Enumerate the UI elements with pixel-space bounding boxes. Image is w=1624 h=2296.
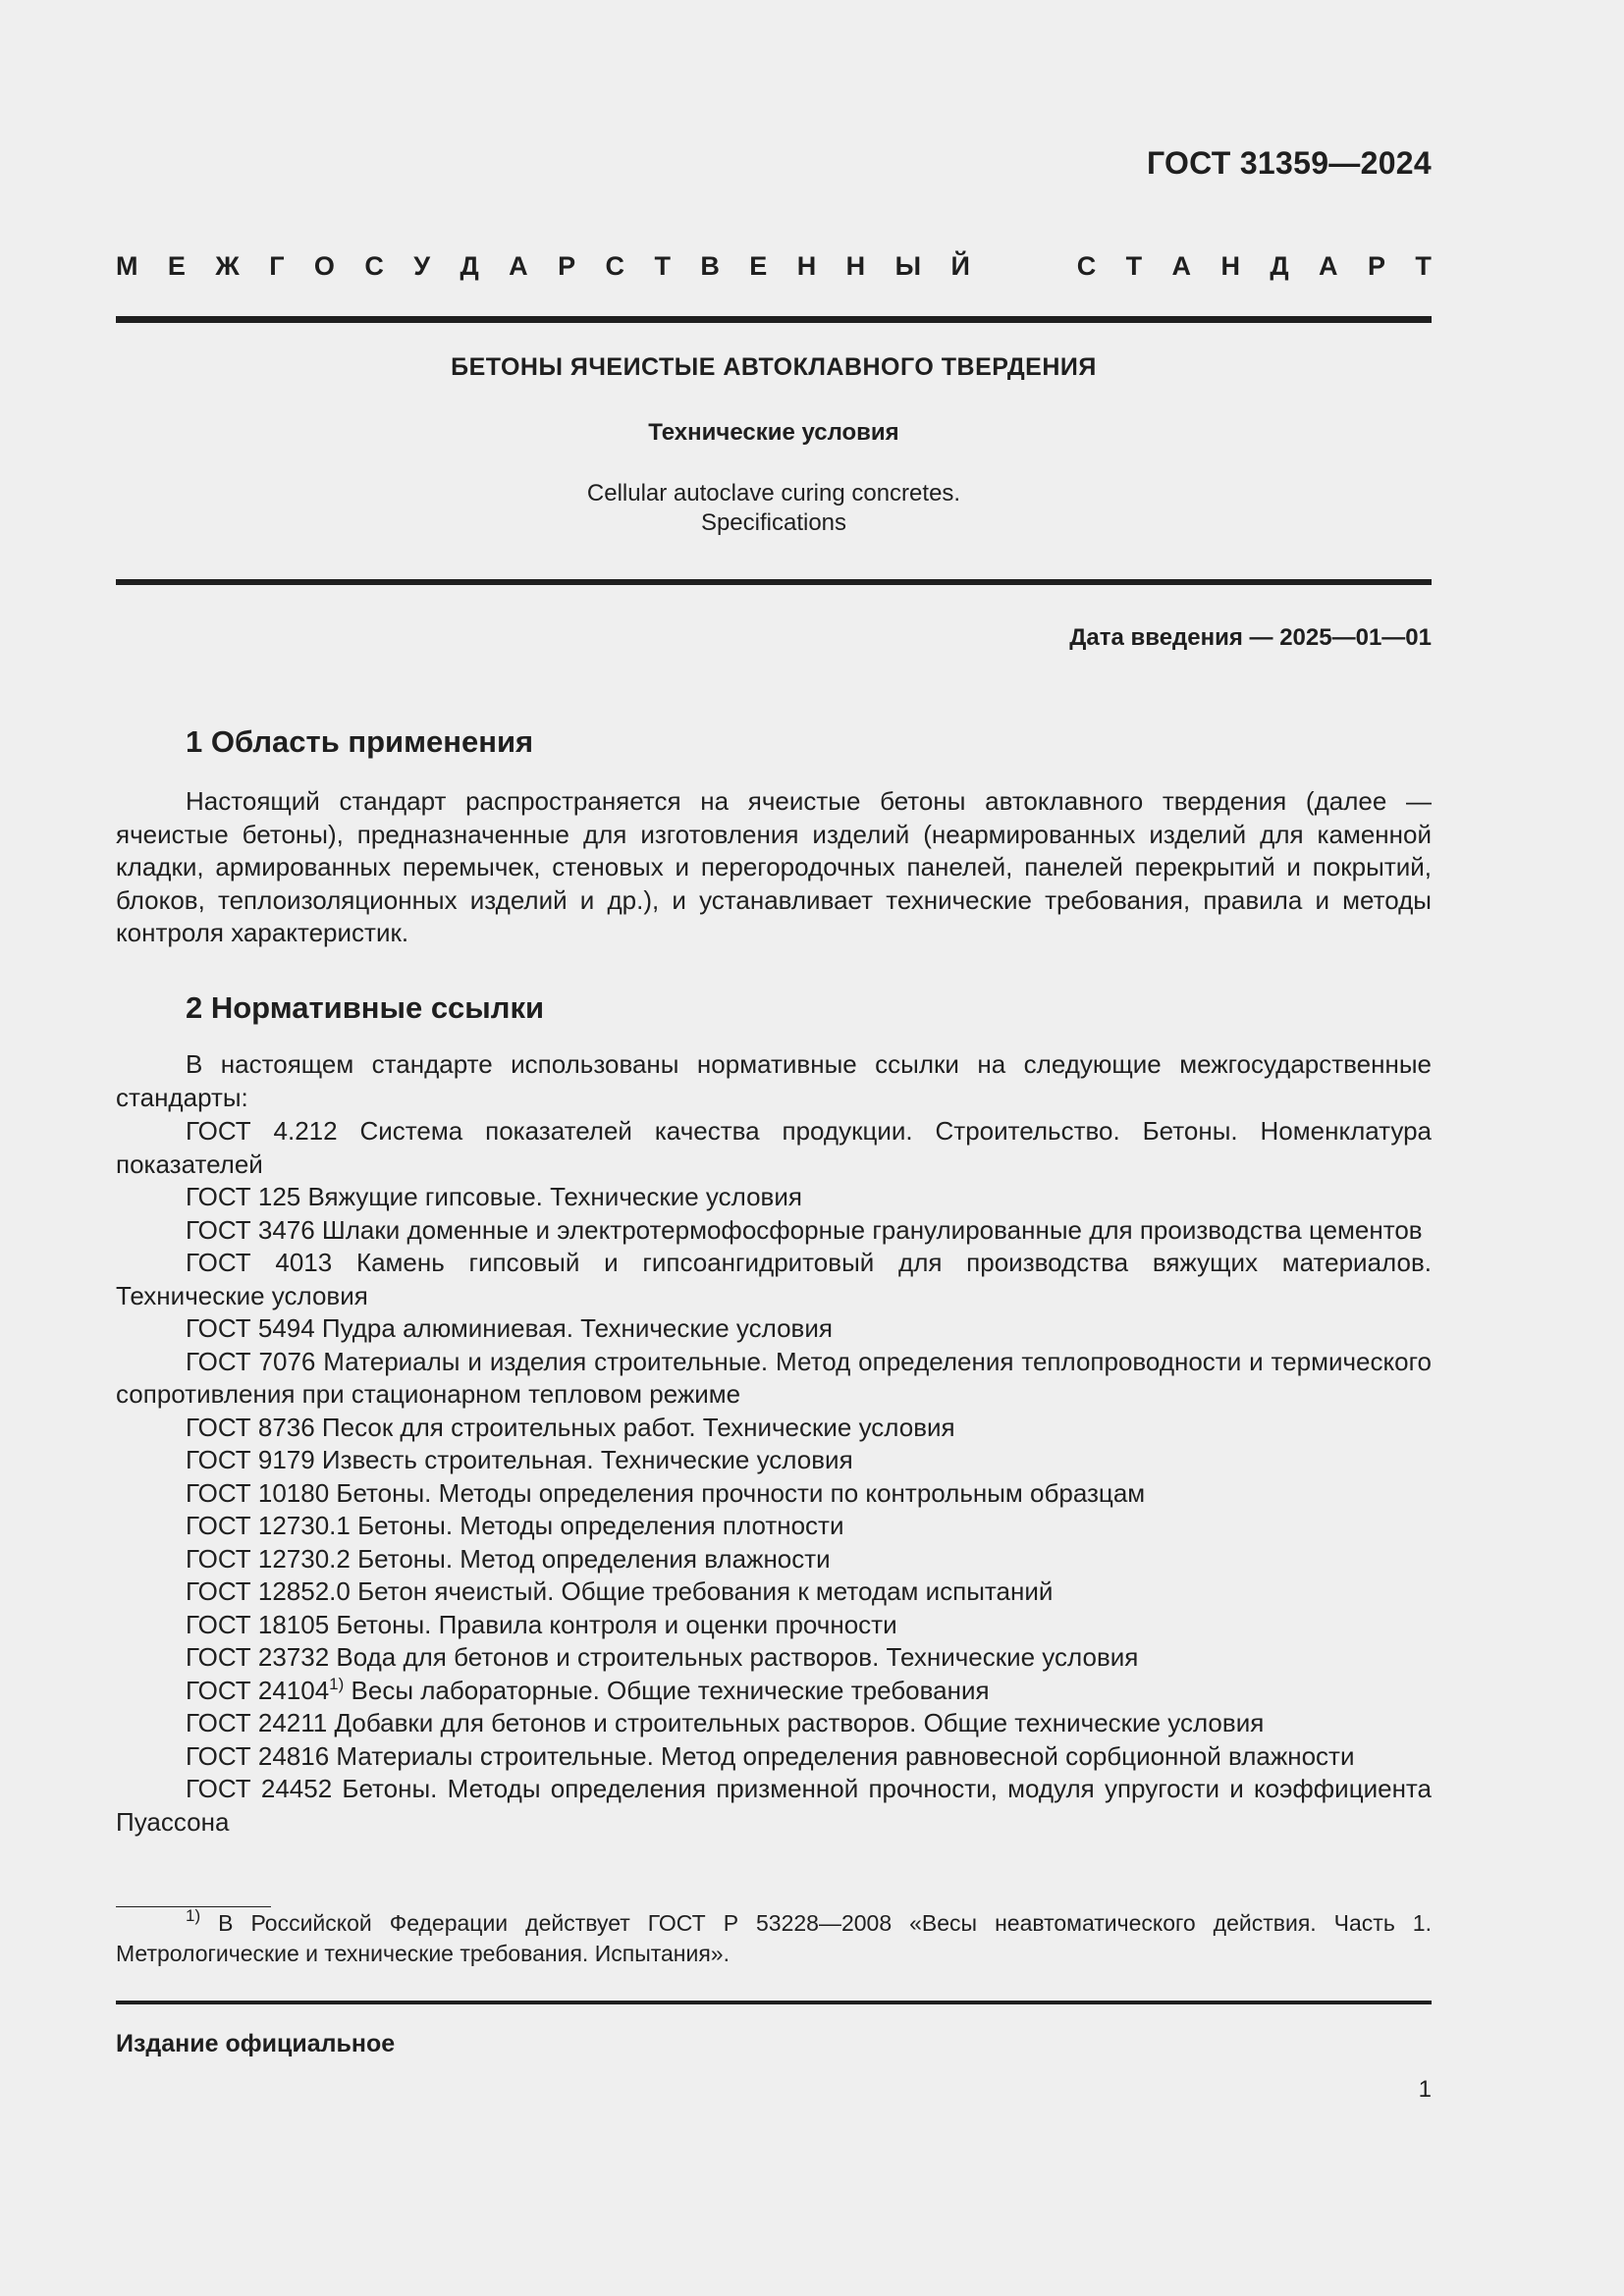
category-letter: Г	[269, 251, 285, 281]
category-letter: У	[413, 251, 431, 281]
reference-item: ГОСТ 24452 Бетоны. Методы определения призменной прочности, модуля упругости и коэффициента Пуассона	[116, 1774, 1432, 1837]
category-letter: О	[313, 251, 335, 281]
interstate-standard-label	[116, 251, 1432, 282]
reference-item: ГОСТ 4.212 Система показателей качества продукции. Строительство. Бетоны. Номенклатура показателей	[116, 1116, 1432, 1179]
category-letter: Н	[845, 251, 866, 281]
footnote-mark: 1)	[186, 1906, 201, 1925]
scope-paragraph: Настоящий стандарт распространяется на ячеистые бетоны автоклавного твердения (далее — ячеистые бетоны), предназначенные для изготовления изделий (неармированных изделий для каменной кладки, армированных перемычек, стеновых и перегородочных панелей, панелей перекрытий и покрытий, блоков, теплоизоляционных изделий и др.), и устанавливает технические требования, правила и методы контроля характеристик.	[116, 786, 1432, 947]
reference-item: ГОСТ 23732 Вода для бетонов и строительных растворов. Технические условия	[186, 1642, 1139, 1672]
references-list	[116, 1115, 1432, 1839]
english-title-line: Cellular autoclave curing concretes.	[586, 480, 961, 507]
reference-item: ГОСТ 8736 Песок для строительных работ. Технические условия	[186, 1412, 955, 1442]
category-letter: Т	[1125, 251, 1143, 281]
footnote	[116, 1908, 1432, 1969]
page-number: 1	[1418, 2076, 1432, 2103]
category-letter: Ж	[215, 251, 240, 281]
standard-title: БЕТОНЫ ЯЧЕИСТЫЕ АВТОКЛАВНОГО ТВЕРДЕНИЯ	[451, 353, 1097, 381]
reference-item: ГОСТ 10180 Бетоны. Методы определения прочности по контрольным образцам	[186, 1477, 1146, 1508]
section-heading-references: 2 Нормативные ссылки	[186, 990, 545, 1025]
reference-item: ГОСТ 24816 Материалы строительные. Метод определения равновесной сорбционной влажности	[186, 1740, 1355, 1771]
standard-subtitle: Технические условия	[648, 419, 899, 446]
official-edition-label: Издание официальное	[116, 2030, 396, 2057]
reference-title: Весы лабораторные. Общие технические требования	[344, 1675, 990, 1705]
reference-item: ГОСТ 12852.0 Бетон ячеистый. Общие требования к методам испытаний	[186, 1576, 1054, 1606]
category-letter: Д	[460, 251, 479, 281]
category-letter: С	[364, 251, 384, 281]
reference-item: ГОСТ 5494 Пудра алюминиевая. Технические условия	[186, 1313, 833, 1343]
reference-item: ГОСТ 9179 Известь строительная. Технические условия	[186, 1445, 853, 1474]
category-letter: Т	[654, 251, 671, 281]
english-title	[116, 479, 1432, 538]
category-letter: М	[116, 251, 138, 281]
references-intro: В настоящем стандарте использованы нормативные ссылки на следующие межгосударственные стандарты:	[116, 1049, 1432, 1112]
category-letter: С	[605, 251, 625, 281]
reference-code: ГОСТ 24104	[186, 1675, 330, 1705]
category-letter: Р	[558, 251, 576, 281]
category-letter: Р	[1367, 251, 1385, 281]
category-letter: Н	[1220, 251, 1240, 281]
header-divider	[116, 316, 1432, 323]
category-letter: А	[509, 251, 528, 281]
reference-item: ГОСТ 4013 Камень гипсовый и гипсоангидритовый для производства вяжущих материалов. Технические условия	[116, 1248, 1432, 1310]
reference-item-24104	[116, 1675, 1432, 1708]
word-gap	[1000, 251, 1047, 282]
reference-item: ГОСТ 24211 Добавки для бетонов и строительных растворов. Общие технические условия	[186, 1708, 1265, 1737]
category-letter: Е	[749, 251, 768, 281]
title-divider	[116, 579, 1432, 585]
footnote-marker[interactable]: 1)	[329, 1674, 345, 1693]
category-letter: В	[700, 251, 720, 281]
reference-item: ГОСТ 12730.1 Бетоны. Методы определения плотности	[186, 1511, 844, 1540]
footer-divider	[116, 2001, 1432, 2004]
reference-item: ГОСТ 3476 Шлаки доменные и электротермофосфорные гранулированные для производства цементов	[186, 1214, 1423, 1245]
document-number: ГОСТ 31359—2024	[1146, 145, 1432, 181]
reference-item: ГОСТ 12730.2 Бетоны. Метод определения влажности	[186, 1543, 831, 1574]
section-heading-scope: 1 Область применения	[186, 724, 534, 759]
category-letter: Е	[167, 251, 186, 281]
english-title-line: Specifications	[700, 509, 847, 536]
category-letter: Н	[796, 251, 817, 281]
category-letter: Д	[1270, 251, 1289, 281]
category-letter: А	[1319, 251, 1338, 281]
category-letter: А	[1171, 251, 1192, 281]
footnote-text: В Российской Федерации действует ГОСТ Р 53228—2008 «Весы неавтоматического действия. Часть 1. Метрологические и технические требования. Испытания».	[116, 1910, 1432, 1966]
category-letter: Й	[950, 251, 970, 281]
document-page	[116, 0, 1432, 2296]
category-letter: Т	[1415, 251, 1432, 281]
reference-item: ГОСТ 7076 Материалы и изделия строительные. Метод определения теплопроводности и термического сопротивления при стационарном тепловом режиме	[116, 1346, 1432, 1409]
reference-item: ГОСТ 18105 Бетоны. Правила контроля и оценки прочности	[186, 1609, 897, 1639]
introduction-date: Дата введения — 2025—01—01	[1069, 624, 1432, 651]
reference-item: ГОСТ 125 Вяжущие гипсовые. Технические условия	[186, 1182, 802, 1211]
category-letter: С	[1076, 251, 1097, 281]
category-letter: Ы	[894, 251, 922, 281]
